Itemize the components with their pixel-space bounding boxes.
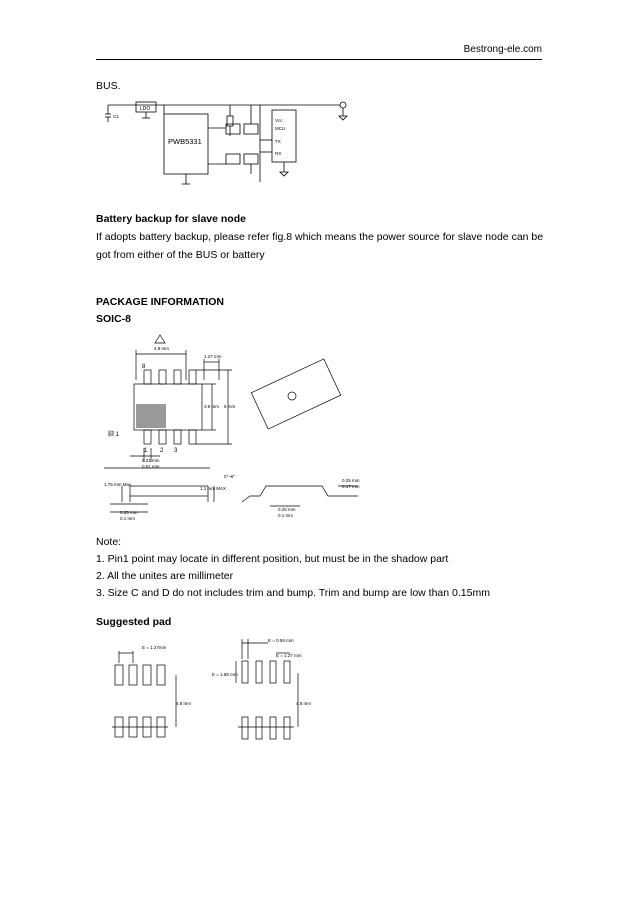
dim-height-min: 1.1 mm MAX bbox=[200, 486, 227, 491]
battery-line-2: got from either of the BUS or battery bbox=[96, 249, 265, 261]
dim-foot-b: 0.1 mm bbox=[278, 513, 294, 518]
package-subheading: SOIC-8 bbox=[96, 313, 132, 325]
dim-lead-thick-a: 0.25 mm bbox=[342, 478, 360, 483]
battery-line-1: If adopts battery backup, please refer fig.8 which means the power source for slave node can be bbox=[96, 231, 544, 243]
right-pad-span: 4.8 mm bbox=[296, 701, 312, 706]
bus-label: BUS. bbox=[96, 80, 121, 92]
right-pad-pitch: E = 1.27 mm bbox=[276, 653, 302, 658]
pin1-label: 1 bbox=[144, 448, 148, 454]
chip-label: PWB5331 bbox=[168, 137, 202, 146]
right-pad-length: E = 1.85 mm bbox=[212, 672, 238, 677]
rx-label: RX bbox=[275, 151, 282, 156]
ldo-label: LDO bbox=[140, 106, 151, 112]
note-1: 1. Pin1 point may locate in different position, but must be in the shadow part bbox=[96, 553, 449, 565]
right-pad-width: E = 0.55 mm bbox=[268, 638, 294, 643]
left-pad-span: 4.8 mm bbox=[176, 701, 192, 706]
pin3-label: 3 bbox=[174, 448, 178, 454]
soic8-package-drawing bbox=[100, 328, 370, 526]
dim-angle: 0°~8° bbox=[224, 474, 236, 479]
dim-lead-width-b: 0.51 mm bbox=[142, 464, 160, 469]
pin1-marker: 脚 1 bbox=[108, 432, 120, 438]
dim-lead-width-a: 0.31 mm bbox=[142, 458, 160, 463]
battery-heading: Battery backup for slave node bbox=[96, 213, 246, 225]
tx-label: TX bbox=[275, 139, 281, 144]
dim-pitch: 1.27 mm bbox=[204, 354, 222, 359]
pin8-label: 8 bbox=[142, 364, 146, 370]
bus-circuit-schematic bbox=[100, 96, 360, 188]
dim-standoff-b: 0.1 mm bbox=[120, 516, 136, 521]
vcc-label: Vcc bbox=[275, 118, 283, 123]
mcu-label: MCU bbox=[275, 126, 286, 131]
dim-top-width: 4.9 mm bbox=[154, 346, 170, 351]
c1-label: C1 bbox=[113, 114, 119, 119]
header-divider bbox=[96, 59, 542, 60]
note-3: 3. Size C and D do not includes trim and bump. Trim and bump are low than 0.15mm bbox=[96, 587, 490, 599]
pin2-label: 2 bbox=[160, 448, 164, 454]
pad-heading: Suggested pad bbox=[96, 616, 172, 628]
notes-title: Note: bbox=[96, 536, 122, 548]
header-site-name: Bestrong-ele.com bbox=[463, 44, 542, 55]
note-2: 2. All the unites are millimeter bbox=[96, 570, 234, 582]
dim-standoff-a: 0.25 mm bbox=[120, 510, 138, 515]
left-pad-pitch: E = 1.27mm bbox=[142, 645, 167, 650]
dim-foot-a: 0.25 mm bbox=[278, 507, 296, 512]
dim-total-width: 6 mm bbox=[224, 404, 236, 409]
suggested-pad-drawing bbox=[100, 633, 330, 745]
dim-height-max: 1.75 mm Max bbox=[104, 482, 132, 487]
dim-body-width: 3.9 mm bbox=[204, 404, 220, 409]
dim-lead-thick-b: 0.17 mm bbox=[342, 484, 360, 489]
package-heading: PACKAGE INFORMATION bbox=[96, 296, 224, 308]
